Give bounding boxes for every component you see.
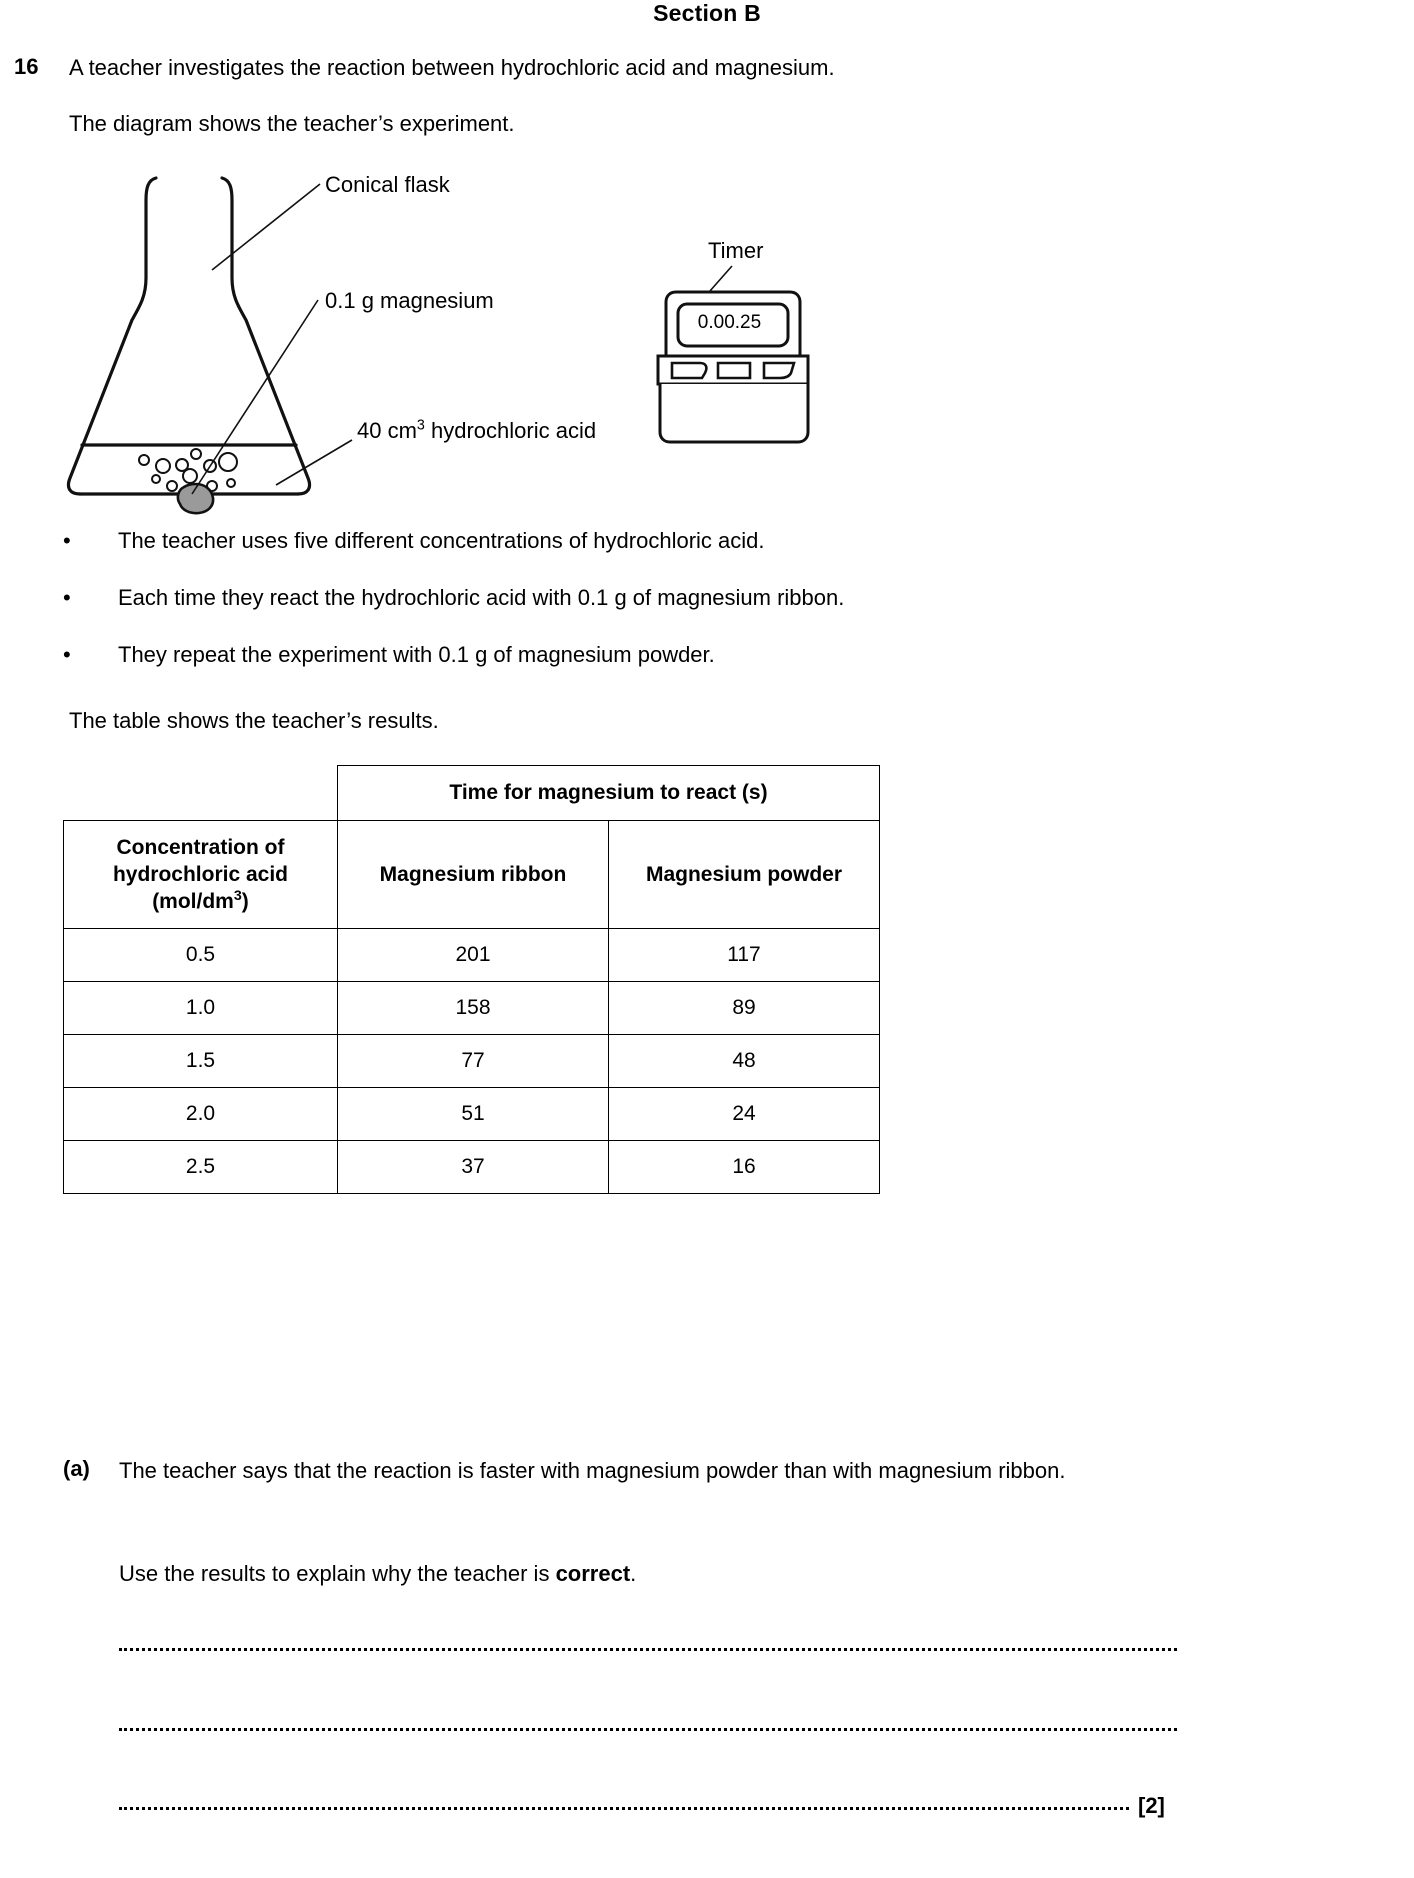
bullet-text: The teacher uses five different concentrations of hydrochloric acid.: [118, 528, 765, 553]
list-item: [63, 642, 1243, 699]
table-header-magnesium-powder: Magnesium powder: [609, 821, 880, 929]
table-row: [64, 1035, 880, 1088]
instruction-prefix: Use the results to explain why the teacher is: [119, 1561, 556, 1586]
label-timer: Timer: [708, 238, 764, 263]
bullet-dot-icon: •: [63, 585, 71, 610]
timer-lower-case: [660, 384, 808, 442]
part-a-label: (a): [63, 1456, 90, 1481]
table-row: [64, 1088, 880, 1141]
label-hydrochloric-acid-volume: [357, 418, 596, 444]
timer-device: [658, 266, 808, 442]
label-magnesium-mass: 0.1 g magnesium: [325, 288, 494, 313]
instruction-emphasis: correct: [555, 1561, 631, 1586]
marks-allocation: [2]: [1138, 1793, 1165, 1818]
bullet-text: Each time they react the hydrochloric acid with 0.1 g of magnesium ribbon.: [118, 585, 845, 610]
results-table: [63, 765, 880, 1194]
conc-header-unit-superscript: 3: [233, 888, 242, 905]
table-header-time-span: Time for magnesium to react (s): [338, 766, 880, 821]
table-empty-corner-cell: [64, 766, 338, 821]
cell-powder-time: 16: [609, 1141, 880, 1194]
acid-label-superscript: 3: [416, 417, 425, 434]
apparatus-diagram: [60, 160, 1220, 520]
part-a-instruction: [119, 1561, 636, 1587]
answer-line[interactable]: [119, 1648, 1177, 1651]
timer-display-value: 0.00.25: [697, 312, 762, 333]
cell-powder-time: 117: [609, 929, 880, 982]
list-item: [63, 528, 1243, 585]
cell-concentration: 0.5: [64, 929, 338, 982]
leader-line-magnesium: [192, 300, 318, 494]
bullet-dot-icon: •: [63, 528, 71, 553]
table-row-column-headers: [64, 821, 880, 929]
method-bullet-list: [63, 528, 1243, 699]
table-row: [64, 1141, 880, 1194]
question-number: 16: [14, 54, 39, 79]
conc-header-unit-suffix: ): [241, 890, 249, 914]
cell-concentration: 2.5: [64, 1141, 338, 1194]
cell-concentration: 2.0: [64, 1088, 338, 1141]
cell-ribbon-time: 77: [338, 1035, 609, 1088]
leader-line-acid: [276, 440, 352, 485]
cell-ribbon-time: 51: [338, 1088, 609, 1141]
part-a-question-text: The teacher says that the reaction is faster with magnesium powder than with magnesium ribbon.: [119, 1458, 1066, 1483]
answer-line[interactable]: [119, 1807, 1129, 1810]
cell-powder-time: 24: [609, 1088, 880, 1141]
section-heading: Section B: [653, 0, 761, 26]
question-stem: A teacher investigates the reaction between hydrochloric acid and magnesium.: [69, 55, 835, 80]
conc-header-unit-prefix: (mol/dm: [152, 890, 234, 914]
answer-line[interactable]: [119, 1728, 1177, 1731]
cell-powder-time: 48: [609, 1035, 880, 1088]
cell-concentration: 1.0: [64, 982, 338, 1035]
acid-label-prefix: 40 cm: [357, 418, 417, 443]
table-row: [64, 929, 880, 982]
cell-ribbon-time: 37: [338, 1141, 609, 1194]
table-row: [64, 982, 880, 1035]
table-row-span-header: [64, 766, 880, 821]
cell-ribbon-time: 201: [338, 929, 609, 982]
timer-button-right: [764, 363, 794, 378]
table-header-magnesium-ribbon: Magnesium ribbon: [338, 821, 609, 929]
cell-concentration: 1.5: [64, 1035, 338, 1088]
instruction-suffix: .: [630, 1561, 637, 1586]
diagram-intro-text: The diagram shows the teacher’s experiment.: [69, 111, 515, 136]
timer-button-left: [672, 363, 706, 378]
cell-ribbon-time: 158: [338, 982, 609, 1035]
conc-header-line1: Concentration of: [116, 835, 285, 859]
timer-button-middle: [718, 363, 750, 378]
cell-powder-time: 89: [609, 982, 880, 1035]
label-conical-flask: Conical flask: [325, 172, 450, 197]
bullet-text: They repeat the experiment with 0.1 g of magnesium powder.: [118, 642, 715, 667]
conc-header-line2: hydrochloric acid: [112, 862, 289, 886]
table-intro-text: The table shows the teacher’s results.: [69, 708, 439, 733]
diagram-svg: [60, 160, 1220, 520]
leader-line-flask: [212, 184, 320, 270]
list-item: [63, 585, 1243, 642]
bullet-dot-icon: •: [63, 642, 71, 667]
acid-label-suffix: hydrochloric acid: [424, 418, 597, 443]
table-header-concentration: [64, 821, 338, 929]
